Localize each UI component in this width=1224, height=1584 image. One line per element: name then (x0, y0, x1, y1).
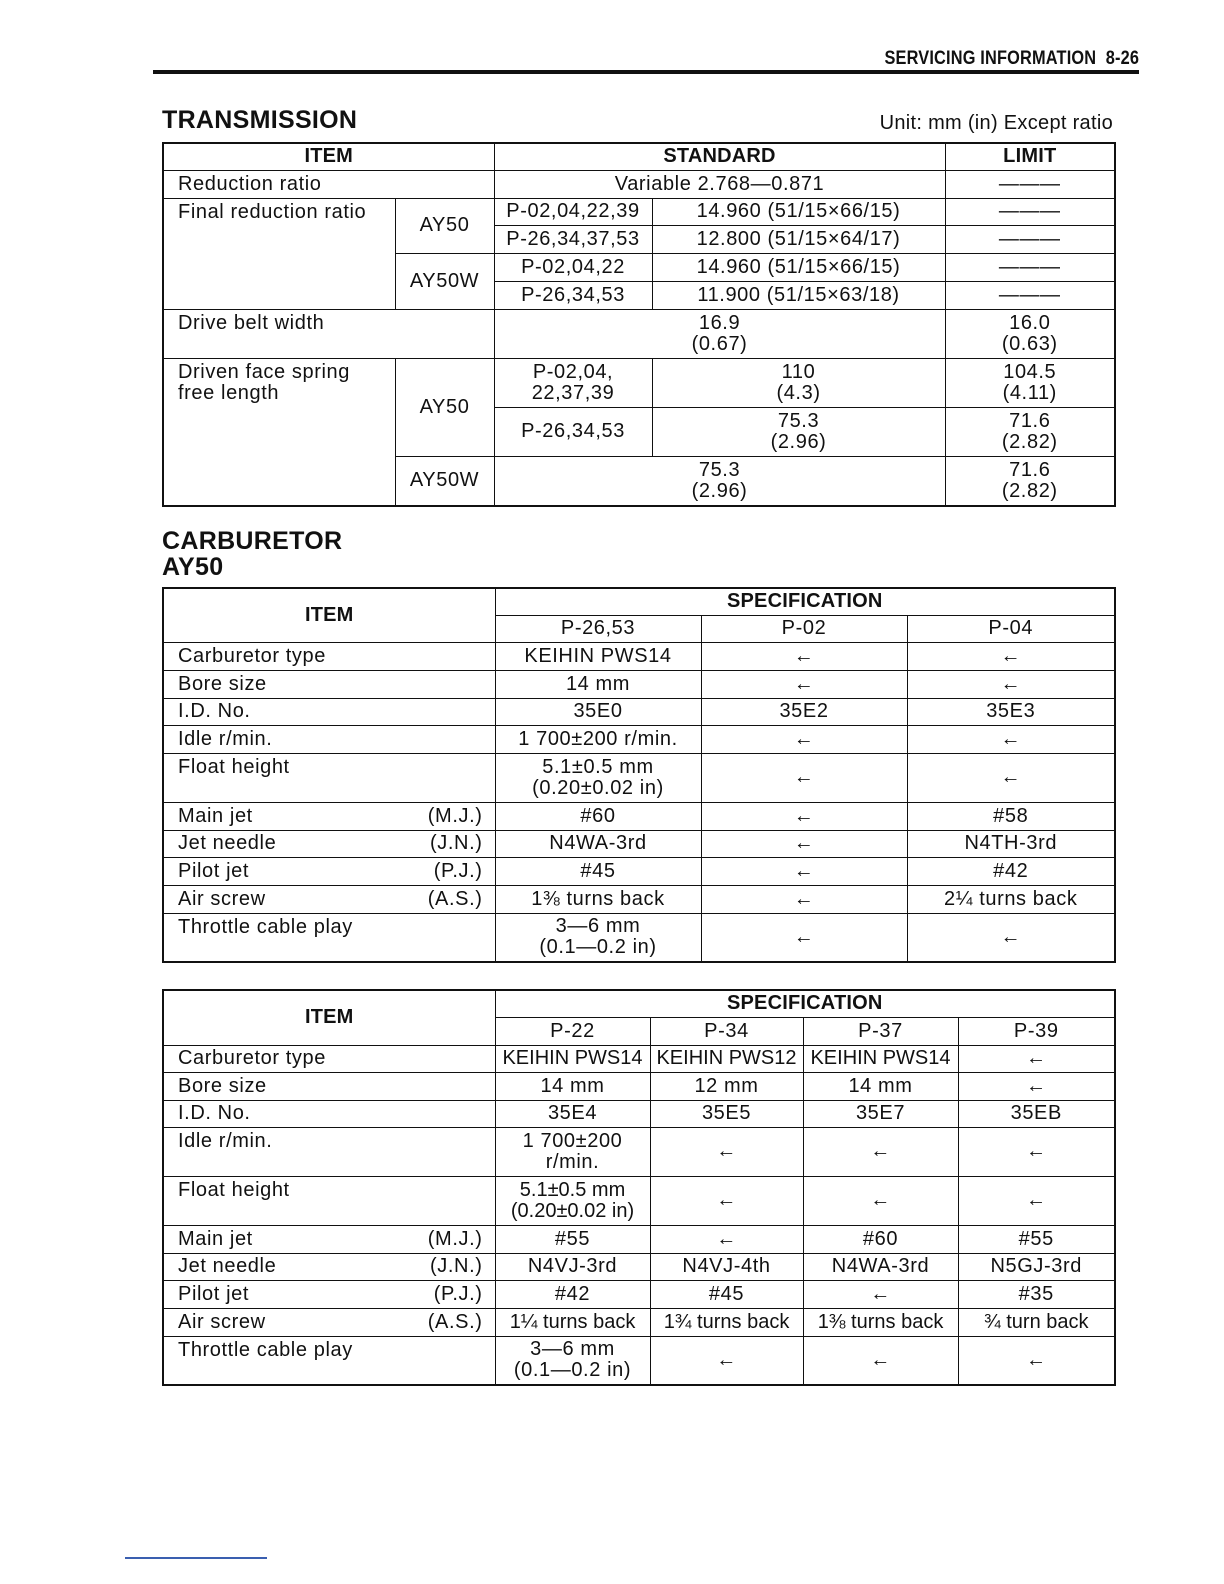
value-mm: 110 (781, 360, 816, 383)
cell (495, 1176, 650, 1225)
table-row (163, 857, 1115, 885)
arrow-cell: ← (803, 1336, 958, 1385)
label-abbr: (J.N.) (430, 832, 483, 854)
col-header: P-04 (907, 615, 1115, 642)
table-row (163, 1225, 1115, 1253)
table-row (163, 753, 1115, 802)
table-row (163, 1253, 1115, 1280)
value-in: (4.3) (776, 381, 821, 404)
cell-line: 5.1±0.5 mm (519, 1178, 626, 1201)
arrow-cell: ← (701, 753, 907, 802)
cell (495, 1127, 650, 1176)
arrow-cell: ← (701, 913, 907, 962)
cell (495, 1336, 650, 1385)
col-header: P-26,53 (495, 615, 701, 642)
transmission-unit: Unit: mm (in) Except ratio (879, 112, 1113, 134)
label-abbr: (M.J.) (427, 1227, 483, 1250)
label-text: Air screw (178, 887, 266, 910)
row-label: Carburetor type (163, 1045, 495, 1072)
cell: N4WA-3rd (803, 1253, 958, 1280)
cell: #60 (495, 802, 701, 830)
row-label (163, 857, 495, 885)
header-text (884, 48, 1139, 70)
row-label (163, 358, 395, 506)
cell: 1¼ turns back (495, 1308, 650, 1336)
row-label: Throttle cable play (163, 913, 495, 962)
arrow-cell: ← (958, 1176, 1115, 1225)
arrow-cell: ← (907, 913, 1115, 962)
arrow-cell: ← (958, 1072, 1115, 1100)
arrow-cell: ← (701, 802, 907, 830)
cell: 35EB (958, 1100, 1115, 1127)
model-label: AY50 (395, 198, 494, 253)
code-cell: P-26,34,53 (494, 407, 652, 456)
model-label: AY50 (395, 358, 494, 456)
row-label: Drive belt width (163, 309, 494, 358)
arrow-cell: ← (958, 1127, 1115, 1176)
row-value: 11.900 (51/15×63/18) (652, 281, 945, 309)
arrow-cell: ← (701, 857, 907, 885)
row-limit (945, 456, 1115, 506)
cell: 1 700±200 r/min. (495, 725, 701, 753)
cell (495, 753, 701, 802)
row-limit: ——— (945, 225, 1115, 253)
row-label: Bore size (163, 1072, 495, 1100)
table-row (163, 358, 1115, 407)
cell: #35 (958, 1280, 1115, 1308)
label-text: Pilot jet (178, 859, 249, 882)
row-label: I.D. No. (163, 1100, 495, 1127)
header-standard: STANDARD (494, 143, 945, 170)
cell-line: (0.20±0.02 in) (532, 776, 664, 799)
table-row (163, 1100, 1115, 1127)
value-in: (0.67) (691, 332, 748, 355)
table-row (163, 1280, 1115, 1308)
arrow-cell: ← (650, 1225, 803, 1253)
row-label (163, 802, 495, 830)
limit-mm: 71.6 (1009, 458, 1051, 481)
cell: 14 mm (495, 670, 701, 698)
page-number: 8-26 (1105, 48, 1139, 69)
table-row (163, 670, 1115, 698)
table-row (163, 1045, 1115, 1072)
cell: 35E5 (650, 1100, 803, 1127)
row-value: 12.800 (51/15×64/17) (652, 225, 945, 253)
code-cell: P-26,34,53 (494, 281, 652, 309)
row-limit: ——— (945, 198, 1115, 225)
row-label (163, 830, 495, 857)
row-label (163, 1280, 495, 1308)
cell: #55 (958, 1225, 1115, 1253)
header-item: ITEM (163, 143, 494, 170)
arrow-cell: ← (803, 1127, 958, 1176)
table-row (163, 913, 1115, 962)
col-header: P-34 (650, 1017, 803, 1045)
table-row (163, 309, 1115, 358)
header-title: SERVICING INFORMATION (884, 48, 1097, 69)
row-value (494, 309, 945, 358)
cell-line: (0.20±0.02 in) (510, 1199, 635, 1222)
row-label (163, 1225, 495, 1253)
arrow-cell: ← (907, 725, 1115, 753)
table-header-row (163, 143, 1115, 170)
col-header: P-39 (958, 1017, 1115, 1045)
arrow-cell: ← (907, 642, 1115, 670)
cell: #42 (907, 857, 1115, 885)
table-row (163, 885, 1115, 913)
cell: N4TH-3rd (907, 830, 1115, 857)
value-mm: 75.3 (777, 409, 820, 432)
cell: 12 mm (650, 1072, 803, 1100)
header-spec: SPECIFICATION (495, 588, 1115, 615)
code-cell: P-26,34,37,53 (494, 225, 652, 253)
value-mm: 75.3 (698, 458, 741, 481)
transmission-table (162, 142, 1116, 507)
code-cell: P-02,04,22 (494, 253, 652, 281)
cell: 35E3 (907, 698, 1115, 725)
code-cell: P-02,04,22,39 (494, 198, 652, 225)
footer-line (125, 1557, 267, 1559)
value-in: (2.96) (770, 430, 827, 453)
label-text: Pilot jet (178, 1282, 249, 1305)
model-label: AY50W (395, 253, 494, 309)
header-item: ITEM (163, 588, 495, 642)
table-row (163, 1308, 1115, 1336)
carburetor-subtitle: AY50 (162, 553, 224, 581)
row-limit (945, 358, 1115, 407)
row-label: Throttle cable play (163, 1336, 495, 1385)
table-row (163, 642, 1115, 670)
cell: N4VJ-4th (650, 1253, 803, 1280)
transmission-title: TRANSMISSION (162, 106, 358, 134)
cell: 1⅜ turns back (803, 1308, 958, 1336)
row-value (494, 456, 945, 506)
col-header: P-22 (495, 1017, 650, 1045)
table-row (163, 170, 1115, 198)
cell: KEIHIN PWS14 (495, 1045, 650, 1072)
row-label: I.D. No. (163, 698, 495, 725)
arrow-cell: ← (907, 753, 1115, 802)
cell: #45 (650, 1280, 803, 1308)
limit-in: (2.82) (1001, 479, 1058, 502)
col-header: P-37 (803, 1017, 958, 1045)
arrow-cell: ← (701, 642, 907, 670)
row-limit: ——— (945, 170, 1115, 198)
row-label: Float height (163, 1176, 495, 1225)
cell: 14 mm (495, 1072, 650, 1100)
row-limit (945, 309, 1115, 358)
cell: KEIHIN PWS14 (495, 642, 701, 670)
label-text: Air screw (178, 1310, 266, 1333)
value-in: (2.96) (691, 479, 748, 502)
row-label: Float height (163, 753, 495, 802)
header-limit: LIMIT (945, 143, 1115, 170)
limit-mm: 104.5 (1003, 360, 1057, 383)
cell: 1⅜ turns back (495, 885, 701, 913)
code-cell (494, 358, 652, 407)
header-rule (153, 70, 1139, 74)
cell: 35E4 (495, 1100, 650, 1127)
row-limit: ——— (945, 253, 1115, 281)
row-limit (945, 407, 1115, 456)
row-label: Idle r/min. (163, 725, 495, 753)
arrow-cell: ← (701, 830, 907, 857)
table-row (163, 1127, 1115, 1176)
header-item: ITEM (163, 990, 495, 1045)
row-value (652, 358, 945, 407)
arrow-cell: ← (907, 670, 1115, 698)
arrow-cell: ← (650, 1127, 803, 1176)
row-label: Reduction ratio (163, 170, 494, 198)
row-value: 14.960 (51/15×66/15) (652, 198, 945, 225)
row-label (163, 1308, 495, 1336)
code-line: 22,37,39 (531, 381, 615, 404)
table-row (163, 802, 1115, 830)
label-abbr: (A.S.) (427, 1310, 483, 1333)
arrow-cell: ← (803, 1280, 958, 1308)
label-text: Main jet (178, 1227, 253, 1250)
cell: KEIHIN PWS14 (803, 1045, 958, 1072)
arrow-cell: ← (958, 1045, 1115, 1072)
table-row (163, 1072, 1115, 1100)
cell: #45 (495, 857, 701, 885)
arrow-cell: ← (803, 1176, 958, 1225)
col-header: P-02 (701, 615, 907, 642)
cell-line: (0.1—0.2 in) (539, 936, 657, 959)
cell: #42 (495, 1280, 650, 1308)
cell: KEIHIN PWS12 (650, 1045, 803, 1072)
label-text: Jet needle (178, 832, 277, 854)
row-label (163, 1253, 495, 1280)
header-spec: SPECIFICATION (495, 990, 1115, 1017)
row-label (163, 885, 495, 913)
label-abbr: (P.J.) (433, 859, 483, 882)
cell: ¾ turn back (958, 1308, 1115, 1336)
cell: #60 (803, 1225, 958, 1253)
arrow-cell: ← (701, 885, 907, 913)
label-abbr: (A.S.) (427, 887, 483, 910)
cell: 35E0 (495, 698, 701, 725)
arrow-cell: ← (701, 670, 907, 698)
cell: #58 (907, 802, 1115, 830)
code-line: P-02,04, (532, 360, 614, 383)
arrow-cell: ← (650, 1336, 803, 1385)
table-header-row (163, 588, 1115, 615)
row-label: Idle r/min. (163, 1127, 495, 1176)
arrow-cell: ← (958, 1336, 1115, 1385)
cell-line: 3—6 mm (555, 915, 641, 938)
value-mm: 16.9 (698, 311, 741, 334)
cell: 35E2 (701, 698, 907, 725)
row-value: 14.960 (51/15×66/15) (652, 253, 945, 281)
limit-mm: 16.0 (1009, 311, 1051, 334)
table-header-row (163, 990, 1115, 1017)
limit-in: (4.11) (1002, 381, 1057, 404)
row-label: Bore size (163, 670, 495, 698)
table-row (163, 725, 1115, 753)
cell-line: r/min. (545, 1150, 600, 1173)
table-row (163, 698, 1115, 725)
label-abbr: (J.N.) (430, 1255, 483, 1277)
page-header (153, 46, 1139, 74)
cell: N4VJ-3rd (495, 1253, 650, 1280)
cell: 2¼ turns back (907, 885, 1115, 913)
label-abbr: (M.J.) (427, 804, 483, 827)
row-limit: ——— (945, 281, 1115, 309)
carburetor-table-2 (162, 989, 1116, 1386)
cell-line: (0.1—0.2 in) (513, 1359, 632, 1382)
row-label: Carburetor type (163, 642, 495, 670)
label-line: Driven face spring (178, 360, 350, 383)
cell: 14 mm (803, 1072, 958, 1100)
limit-mm: 71.6 (1009, 409, 1051, 432)
cell: N4WA-3rd (495, 830, 701, 857)
cell-line: 3—6 mm (530, 1338, 615, 1361)
arrow-cell: ← (650, 1176, 803, 1225)
row-label: Final reduction ratio (163, 198, 395, 309)
table-row (163, 198, 1115, 225)
label-text: Main jet (178, 804, 253, 827)
cell: #55 (495, 1225, 650, 1253)
model-label: AY50W (395, 456, 494, 506)
label-line: free length (178, 381, 280, 404)
limit-in: (2.82) (1001, 430, 1058, 453)
arrow-cell: ← (701, 725, 907, 753)
table-row (163, 1176, 1115, 1225)
cell: 35E7 (803, 1100, 958, 1127)
row-value (652, 407, 945, 456)
cell-line: 5.1±0.5 mm (542, 755, 654, 778)
label-abbr: (P.J.) (433, 1282, 483, 1305)
cell: 1¾ turns back (650, 1308, 803, 1336)
carburetor-title: CARBURETOR (162, 527, 343, 555)
cell-line: 1 700±200 (522, 1129, 623, 1152)
cell: N5GJ-3rd (958, 1253, 1115, 1280)
label-text: Jet needle (178, 1255, 277, 1277)
table-row (163, 830, 1115, 857)
limit-in: (0.63) (1001, 332, 1058, 355)
row-value: Variable 2.768—0.871 (494, 170, 945, 198)
carburetor-table-1 (162, 587, 1116, 963)
cell (495, 913, 701, 962)
table-row (163, 1336, 1115, 1385)
